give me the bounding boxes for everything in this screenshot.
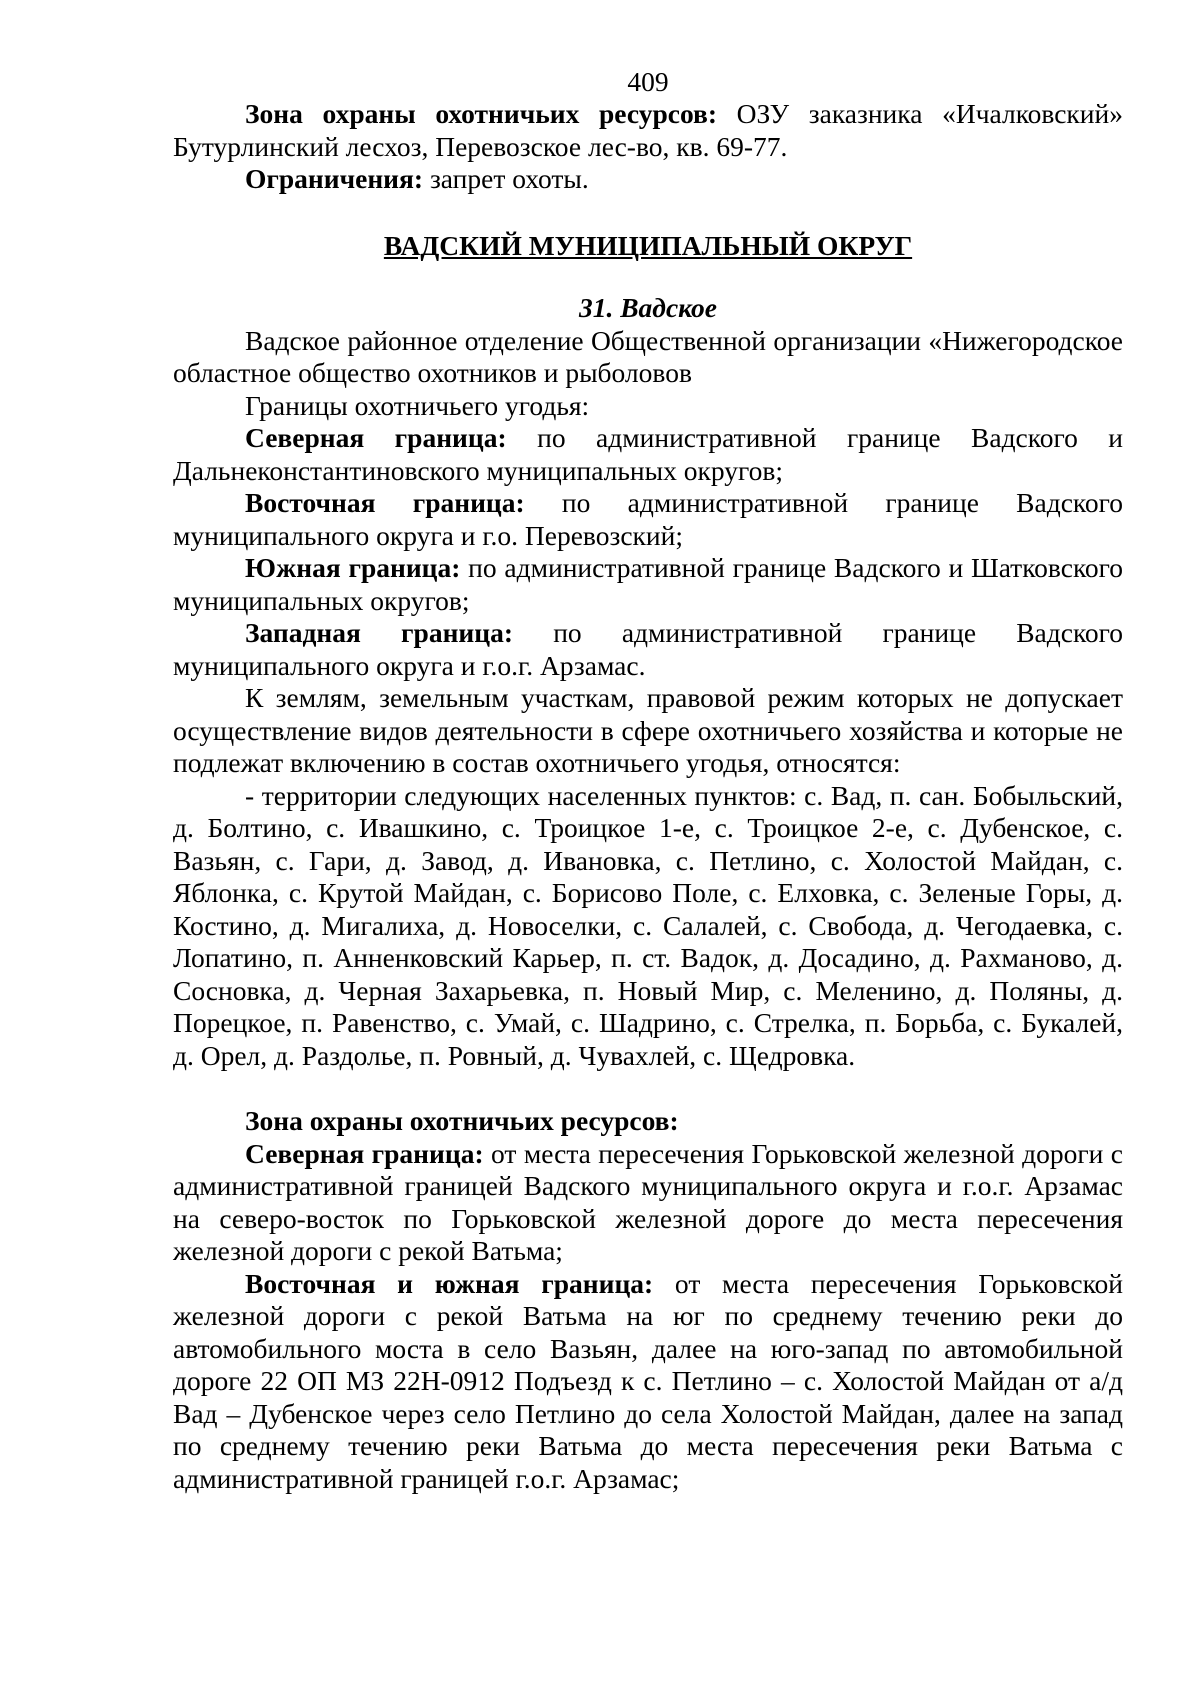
protection-zone-east-south-label: Восточная и южная граница: (245, 1267, 654, 1299)
protection-zone-title (173, 1105, 1123, 1138)
border-east (173, 487, 1123, 552)
border-west-label: Западная граница: (245, 617, 514, 648)
excluded-lands-paragraph: К землям, земельным участкам, правовой режим которых не допускает осуществление видов деятельности в сфере охотничьего хозяйства и которые не подлежат включению в состав охотничьего угодья, относятся: (173, 682, 1123, 778)
intro-zone-label: Зона охраны охотничьих ресурсов: (245, 98, 718, 129)
protection-zone-title-text: Зона охраны охотничьих ресурсов: (245, 1105, 679, 1136)
border-west-text: по административной границе Вадского муниципального округа и г.о.г. Арзамас. (173, 617, 1124, 681)
intro-restrictions-paragraph (173, 163, 1123, 196)
border-north (173, 422, 1123, 487)
border-east-label: Восточная граница: (245, 487, 525, 518)
intro-restrictions-label: Ограничения: (245, 163, 424, 194)
settlements-paragraph: - территории следующих населенных пунктов: с. Вад, п. сан. Бобыльский, д. Болтино, с. Ивашкино, с. Троицкое 1-е, с. Троицкое 2-е, с. Дубенское, с. Вазьян, с. Гари, д. Завод, д. Ивановка, с. Петлино, с. Холостой Майдан, с. Яблонка, с. Крутой Майдан, с. Борисово Поле, с. Елховка, с. Зеленые Горы, д. Костино, д. Мигалиха, д. Новоселки, с. Салалей, с. Свобода, д. Чегодаевка, с. Лопатино, п. Анненковский Карьер, п. ст. Вадок, д. Досадино, д. Рахманово, д. Сосновка, д. Черная Захарьевка, п. Новый Мир, с. Меленино, д. Поляны, д. Порецкое, п. Равенство, с. Умай, с. Шадрино, с. Стрелка, п. Борьба, с. Букалей, д. Орел, д. Раздолье, п. Ровный, д. Чувахлей, с. Щедровка. (173, 779, 1123, 1071)
border-north-text: по административной границе Вадского и Дальнеконстантиновского муниципальных округов; (173, 422, 1123, 486)
document-page (173, 66, 1123, 1495)
page-number: 409 (627, 66, 669, 97)
borders-intro: Границы охотничьего угодья: (245, 389, 590, 421)
border-south (173, 552, 1123, 617)
organization-paragraph: Вадское районное отделение Общественной организации «Нижегородское областное общество охотников и рыболовов (173, 324, 1123, 388)
section-title: 31. Вадское (578, 292, 718, 323)
intro-zone-text: ОЗУ заказника «Ичалковский» Бутурлинский лесхоз, Перевозское лес-во, кв. 69-77. (173, 98, 1123, 162)
section-spacer (173, 1072, 1123, 1105)
protection-zone-north (173, 1138, 1123, 1268)
protection-zone-north-label: Северная граница: (245, 1137, 484, 1169)
protection-zone-east-south-text: от места пересечения Горьковской железной дороги с рекой Ватьма на юг по среднему течению реки до автомобильного моста в село Вазьян, далее на юго-запад по автомобильной дороге 22 ОП МЗ 22Н-0912 Подъезд к с. Петлино – с. Холостой Майдан от а/д Вад – Дубенское через село Петлино до села Холостой Майдан, далее на запад по среднему течению реки Ватьма до места пересечения реки Ватьма с административной границей г.о.г. Арзамас; (173, 1267, 1124, 1494)
district-title: ВАДСКИЙ МУНИЦИПАЛЬНЫЙ ОКРУГ (383, 229, 913, 261)
intro-restrictions-text: запрет охоты. (423, 163, 589, 194)
border-south-text: по административной границе Вадского и Шатковского муниципальных округов; (173, 552, 1124, 616)
border-north-label: Северная граница: (245, 422, 507, 453)
protection-zone-east-south (173, 1268, 1123, 1496)
border-south-label: Южная граница: (245, 552, 461, 583)
intro-zone-paragraph (173, 98, 1123, 163)
border-east-text: по административной границе Вадского муниципального округа и г.о. Перевозский; (173, 487, 1123, 551)
protection-zone-north-text: от места пересечения Горьковской железной дороги с административной границей Вадского муниципального округа и г.о.г. Арзамас на северо-восток по Горьковской железной дороге до места пересечения железной дороги с рекой Ватьма; (173, 1137, 1123, 1266)
border-west (173, 617, 1123, 682)
